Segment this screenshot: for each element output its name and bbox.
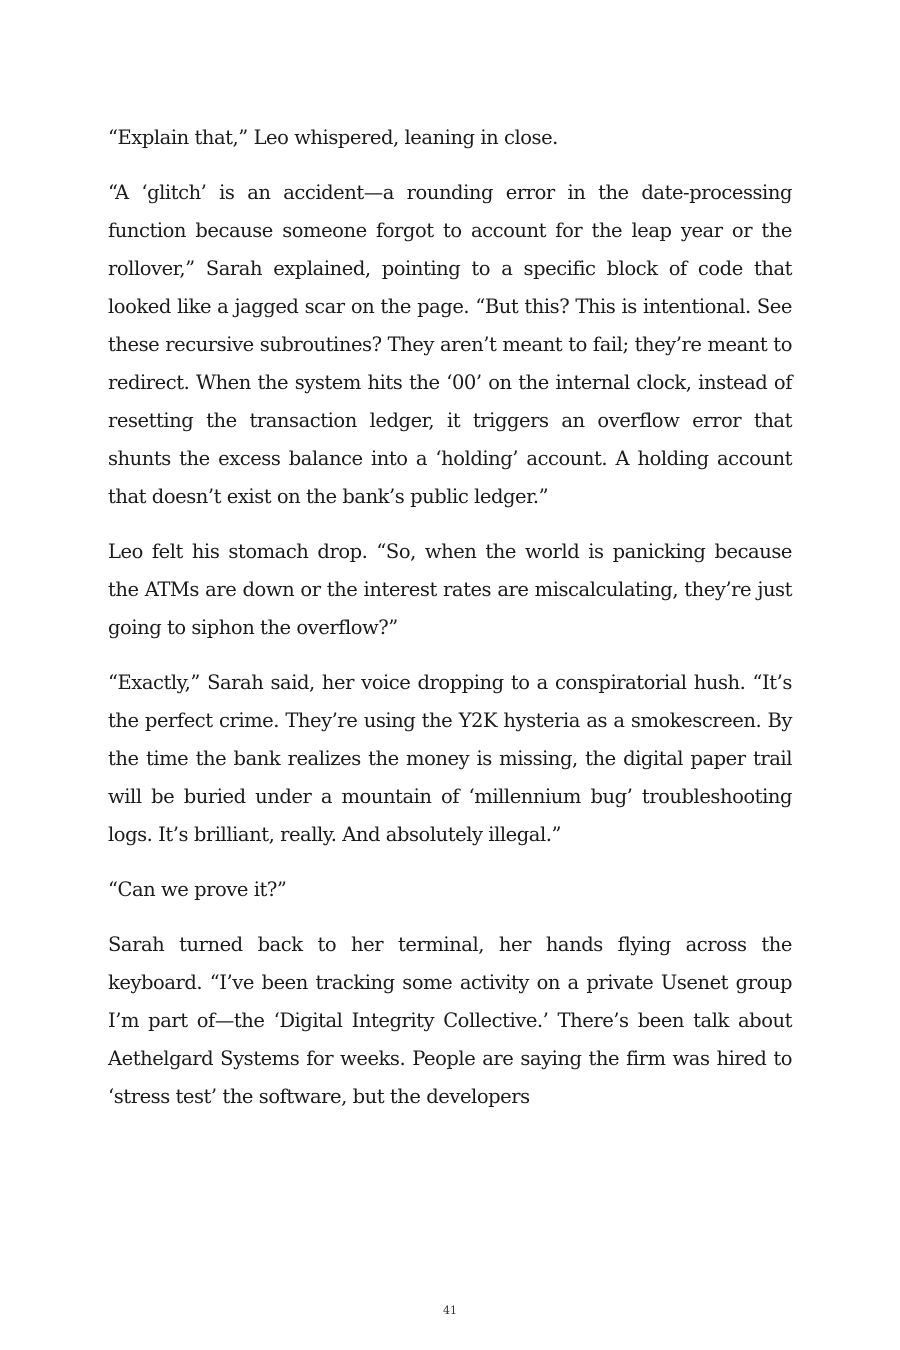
paragraph: “Can we prove it?” xyxy=(108,878,287,901)
paragraph: Leo felt his stomach drop. “So, when the world is panicking because the ATMs are down or the interest rates are miscalculating, they’re just going to siphon the overflow?” xyxy=(108,540,792,639)
paragraph: “Exactly,” Sarah said, her voice dropping to a conspiratorial hush. “It’s the perfect crime. They’re using the Y2K hysteria as a smokescreen. By the time the bank realizes the money is missing, the digital paper trail will be buried under a mountain of ‘millennium bug’ troubleshooting logs. It’s brilliant, really. And absolutely illegal.” xyxy=(108,671,792,846)
body-text xyxy=(108,119,792,1133)
paragraph: “A ‘glitch’ is an accident—a rounding error in the date-processing function because someone forgot to account for the leap year or the rollover,” Sarah explained, pointing to a specific block of code that looked like a jagged scar on the page. “But this? This is intentional. See these recursive subroutines? They aren’t meant to fail; they’re meant to redirect. When the system hits the ‘00’ on the internal clock, instead of resetting the transaction ledger, it triggers an overflow error that shunts the excess balance into a ‘holding’ account. A holding account that doesn’t exist on the bank’s public ledger.” xyxy=(108,181,792,508)
page-number: 41 xyxy=(443,1304,457,1317)
paragraph: “Explain that,” Leo whispered, leaning in close. xyxy=(108,126,558,149)
paragraph: Sarah turned back to her terminal, her hands flying across the keyboard. “I’ve been tracking some activity on a private Usenet group I’m part of—the ‘Digital Integrity Collective.’ There’s been talk about Aethelgard Systems for weeks. People are saying the firm was hired to ‘stress test’ the software, but the developers xyxy=(108,933,792,1108)
